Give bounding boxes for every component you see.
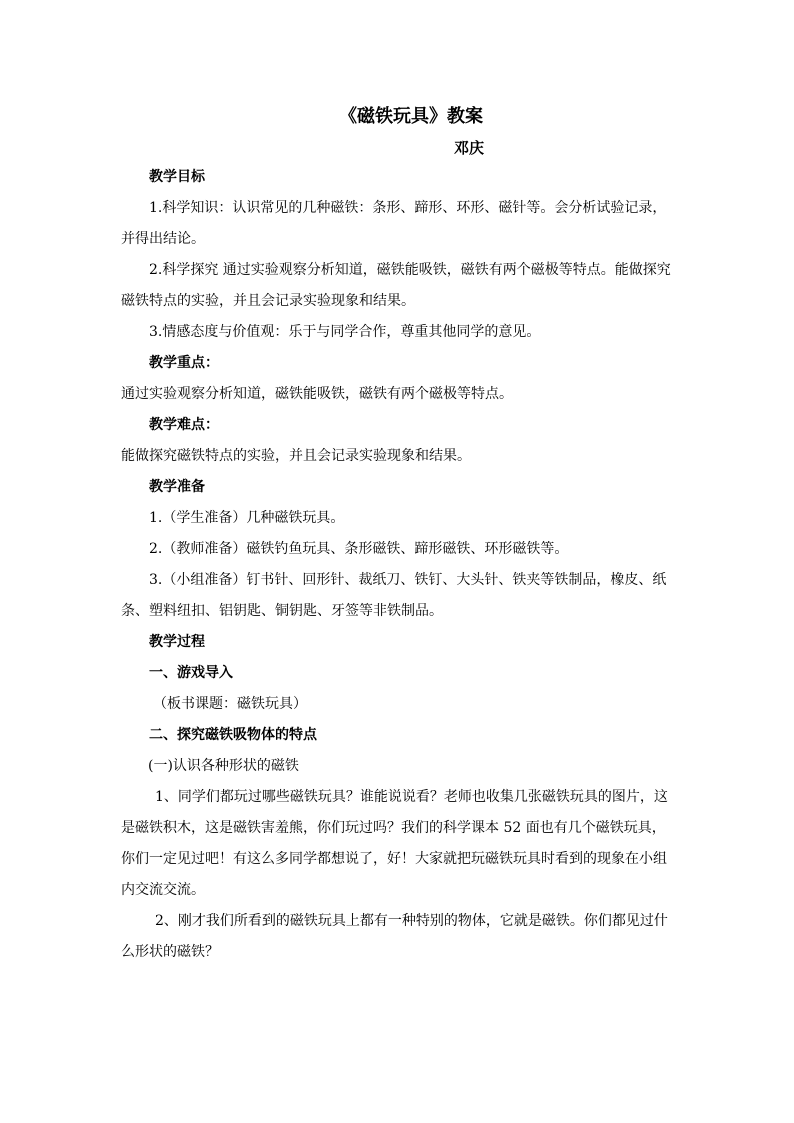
prep-heading: 教学准备 xyxy=(149,479,205,495)
prep-1: 1.（学生准备）几种磁铁玩具。 xyxy=(149,510,345,526)
document-author: 邓庆 xyxy=(454,139,485,157)
part-1-note: （板书课题：磁铁玩具） xyxy=(153,696,307,712)
part-1-heading: 一、游戏导入 xyxy=(149,665,233,681)
goal-2: 2.科学探究 通过实验观察分析知道，磁铁能吸铁，磁铁有两个磁极等特点。能做探究磁铁特点的实验，并且会记录实验现象和结果。 xyxy=(121,262,671,309)
key-heading: 教学重点： xyxy=(149,355,219,371)
goals-heading: 教学目标 xyxy=(149,169,205,185)
paragraph-1: 1、同学们都玩过哪些磁铁玩具？谁能说说看？老师也收集几张磁铁玩具的图片，这是磁铁积木，这是磁铁害羞熊，你们玩过吗？我们的科学课本 52 面也有几个磁铁玩具，你们一定见过吧！有这么多同学都想说了，好！大家就把玩磁铁玩具时看到的现象在小组内交流交流。 xyxy=(121,789,668,898)
prep-3: 3.（小组准备）钉书针、回形针、裁纸刀、铁钉、大头针、铁夹等铁制品，橡皮、纸条、塑料纽扣、铝钥匙、铜钥匙、牙签等非铁制品。 xyxy=(121,572,667,619)
prep-2: 2.（教师准备）磁铁钓鱼玩具、条形磁铁、蹄形磁铁、环形磁铁等。 xyxy=(149,541,569,557)
document-body xyxy=(121,100,677,968)
goal-3: 3.情感态度与价值观：乐于与同学合作，尊重其他同学的意见。 xyxy=(149,324,541,340)
difficulty-text: 能做探究磁铁特点的实验，并且会记录实验现象和结果。 xyxy=(121,448,471,464)
goal-1: 1.科学知识：认识常见的几种磁铁：条形、蹄形、环形、磁针等。会分析试验记录，并得出结论。 xyxy=(121,200,667,247)
paragraph-2: 2、刚才我们所看到的磁铁玩具上都有一种特别的物体，它就是磁铁。你们都见过什么形状的磁铁？ xyxy=(121,913,668,960)
part-2-heading: 二、探究磁铁吸物体的特点 xyxy=(149,727,317,743)
document-title: 《磁铁玩具》教案 xyxy=(339,106,483,127)
difficulty-heading: 教学难点： xyxy=(149,417,219,433)
process-heading: 教学过程 xyxy=(149,634,205,650)
part-2-subheading: (一)认识各种形状的磁铁 xyxy=(148,758,299,774)
key-text: 通过实验观察分析知道，磁铁能吸铁，磁铁有两个磁极等特点。 xyxy=(121,386,513,402)
